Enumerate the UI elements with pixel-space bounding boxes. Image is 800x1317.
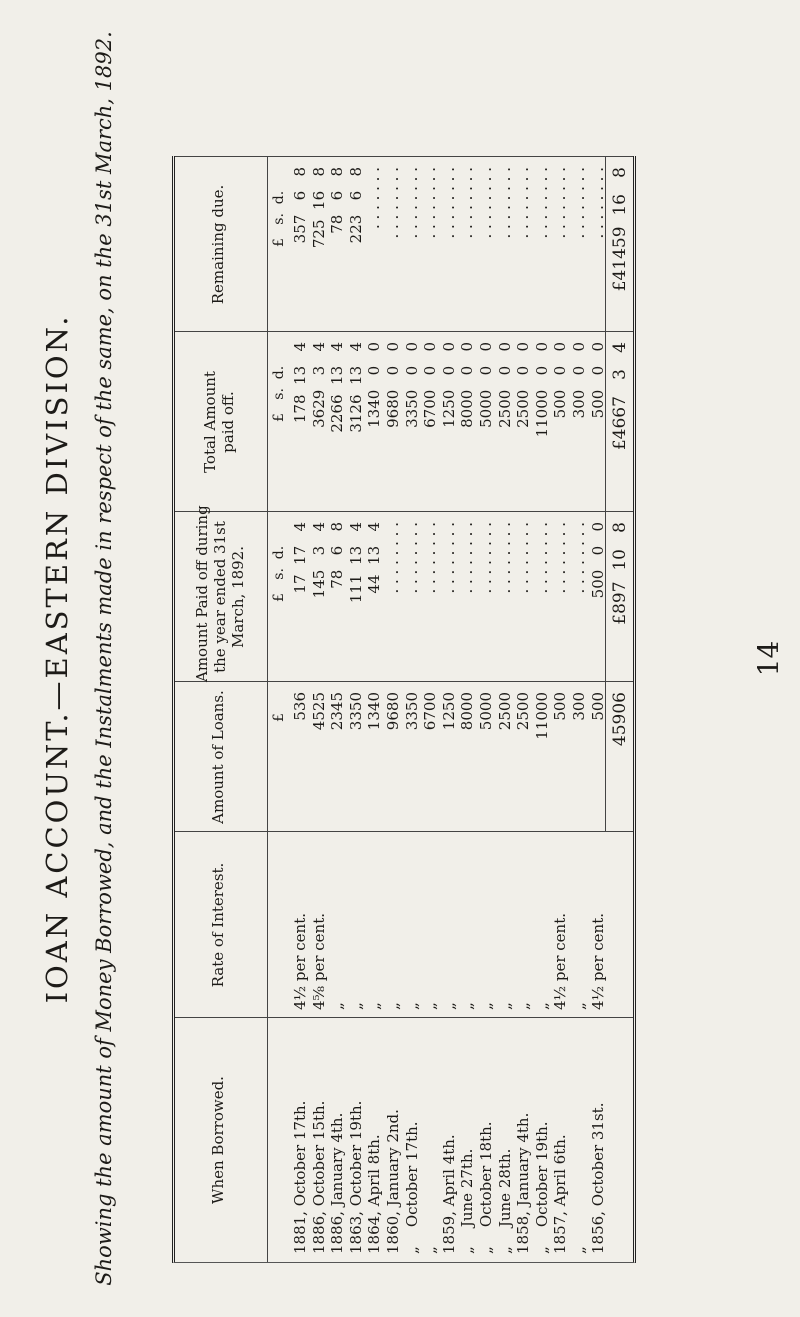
- unit-total-paid-off: £ s. d.: [271, 365, 287, 422]
- row-total-paid-off: 178 13 4: [291, 342, 309, 424]
- row-amount-of-loans: 11000: [532, 692, 551, 740]
- page-subtitle: Showing the amount of Money Borrowed, and the Instalments made in respect of the same, on the 31st March, 1892.: [92, 31, 116, 1286]
- row-total-paid-off: 5000 0 0: [477, 342, 495, 428]
- row-rate-of-interest: „: [328, 1002, 347, 1010]
- row-rate-of-interest: „: [532, 1002, 551, 1010]
- unit-amount-of-loans: £: [271, 713, 287, 722]
- row-amount-of-loans: 536: [291, 692, 309, 721]
- header-rate-of-interest: Rate of Interest.: [209, 862, 227, 988]
- row-amount-of-loans: 4525: [309, 692, 328, 731]
- total-paid-off: £4667 3 4: [610, 342, 630, 451]
- row-total-paid-off: 300 0 0: [570, 342, 588, 419]
- header-amount-of-loans: Amount of Loans.: [209, 690, 227, 824]
- row-amount-of-loans: 6700: [421, 692, 440, 731]
- page-title: IOAN ACCOUNT.—EASTERN DIVISION.: [40, 313, 74, 1004]
- row-amount-of-loans: 3350: [346, 692, 365, 731]
- row-rate-of-interest: „: [402, 1002, 421, 1010]
- row-rate-of-interest: „: [458, 1002, 477, 1010]
- row-rate-of-interest: „: [514, 1002, 533, 1010]
- row-amount-of-loans: 500: [551, 692, 570, 721]
- row-when-borrowed: 1857, April 6th.: [551, 1134, 570, 1254]
- row-paid-during-year: . . . . . . . .: [439, 522, 458, 594]
- row-rate-of-interest: „: [439, 1002, 458, 1010]
- row-when-borrowed: 1863, October 19th.: [346, 1100, 365, 1254]
- row-when-borrowed: „: [570, 1246, 588, 1254]
- row-remaining-due: 223 6 8: [346, 167, 365, 244]
- row-when-borrowed: „: [421, 1246, 440, 1254]
- row-paid-during-year: . . . . . . . .: [532, 522, 551, 594]
- loan-table: [172, 156, 636, 1263]
- row-remaining-due: . . . . . . . .: [477, 167, 495, 239]
- row-remaining-due: . . . . . . . .: [384, 167, 402, 239]
- row-rate-of-interest: „: [421, 1002, 440, 1010]
- row-remaining-due: . . . . . . . .: [421, 167, 440, 239]
- row-when-borrowed: 1864, April 8th.: [365, 1134, 384, 1254]
- row-paid-during-year: . . . . . . . .: [495, 522, 514, 594]
- row-total-paid-off: 2500 0 0: [514, 342, 533, 428]
- row-when-borrowed: „ October 18th.: [477, 1121, 495, 1254]
- row-paid-during-year: 17 17 4: [291, 522, 309, 594]
- row-rate-of-interest: 4½ per cent.: [291, 912, 309, 1010]
- total-amount-of-loans: 45906: [610, 692, 630, 747]
- row-total-paid-off: 9680 0 0: [384, 342, 402, 428]
- header-when-borrowed: When Borrowed.: [209, 1076, 227, 1204]
- row-amount-of-loans: 2500: [495, 692, 514, 731]
- row-amount-of-loans: 1250: [439, 692, 458, 731]
- row-paid-during-year: 111 13 4: [346, 522, 365, 604]
- row-rate-of-interest: „: [365, 1002, 384, 1010]
- row-remaining-due: . . . . . . . .: [439, 167, 458, 239]
- row-when-borrowed: 1860, January 2nd.: [384, 1109, 402, 1254]
- row-amount-of-loans: 1340: [365, 692, 384, 731]
- row-remaining-due: . . . . . . . .: [551, 167, 570, 239]
- row-total-paid-off: 2500 0 0: [495, 342, 514, 428]
- row-paid-during-year: 500 0 0: [588, 522, 607, 599]
- row-remaining-due: . . . . . . .: [365, 167, 384, 229]
- row-rate-of-interest: 4½ per cent.: [551, 912, 570, 1010]
- row-total-paid-off: 1250 0 0: [439, 342, 458, 428]
- row-amount-of-loans: 300: [570, 692, 588, 721]
- row-when-borrowed: 1859, April 4th.: [439, 1134, 458, 1254]
- row-when-borrowed: 1886, October 15th.: [309, 1100, 328, 1254]
- row-rate-of-interest: 4½ per cent.: [588, 912, 607, 1010]
- row-total-paid-off: 8000 0 0: [458, 342, 477, 428]
- row-total-paid-off: 500 0 0: [588, 342, 607, 419]
- row-amount-of-loans: 5000: [477, 692, 495, 731]
- row-rate-of-interest: „: [570, 1002, 588, 1010]
- row-total-paid-off: 3126 13 4: [346, 342, 365, 433]
- row-when-borrowed: 1886, January 4th.: [328, 1112, 347, 1254]
- row-amount-of-loans: 2345: [328, 692, 347, 731]
- row-paid-during-year: . . . . . . . .: [458, 522, 477, 594]
- row-when-borrowed: 1881, October 17th.: [291, 1100, 309, 1254]
- row-remaining-due: 78 6 8: [328, 167, 347, 234]
- row-remaining-due: 357 6 8: [291, 167, 309, 244]
- total-paid-during-year: £897 10 8: [610, 522, 630, 625]
- row-remaining-due: . . . . . . . .: [458, 167, 477, 239]
- header-remaining-due: Remaining due.: [209, 184, 227, 305]
- row-paid-during-year: . . . . . . . .: [421, 522, 440, 594]
- row-remaining-due: . . . . . . . .: [402, 167, 421, 239]
- row-when-borrowed: „ October 19th.: [532, 1121, 551, 1254]
- row-total-paid-off: 3350 0 0: [402, 342, 421, 428]
- row-when-borrowed: „ June 27th.: [458, 1148, 477, 1254]
- page-number: 14: [752, 640, 785, 677]
- row-paid-during-year: 78 6 8: [328, 522, 347, 589]
- row-remaining-due: 725 16 8: [309, 167, 328, 249]
- row-when-borrowed: „ October 17th.: [402, 1121, 421, 1254]
- row-total-paid-off: 2266 13 4: [328, 342, 347, 433]
- row-remaining-due: . . . . . . . .: [495, 167, 514, 239]
- row-amount-of-loans: 2500: [514, 692, 533, 731]
- row-remaining-due: . . . . . . . .: [588, 167, 607, 239]
- row-paid-during-year: . . . . . . . .: [570, 522, 588, 594]
- total-remaining-due: £41459 16 8: [610, 167, 630, 292]
- row-rate-of-interest: „: [384, 1002, 402, 1010]
- row-paid-during-year: . . . . . . . .: [402, 522, 421, 594]
- header-total-paid-off: Total Amount paid off.: [201, 371, 237, 473]
- row-paid-during-year: 145 3 4: [309, 522, 328, 599]
- row-when-borrowed: 1858, January 4th.: [514, 1112, 533, 1254]
- unit-remaining-due: £ s. d.: [271, 190, 287, 247]
- row-total-paid-off: 6700 0 0: [421, 342, 440, 428]
- row-total-paid-off: 500 0 0: [551, 342, 570, 419]
- header-paid-during-year: Amount Paid off during the year ended 31st March, 1892.: [193, 505, 247, 682]
- row-paid-during-year: . . . . . . . .: [477, 522, 495, 594]
- row-when-borrowed: 1856, October 31st.: [588, 1102, 607, 1254]
- row-remaining-due: . . . . . . . .: [570, 167, 588, 239]
- row-rate-of-interest: „: [346, 1002, 365, 1010]
- row-remaining-due: . . . . . . . .: [532, 167, 551, 239]
- row-remaining-due: . . . . . . . .: [514, 167, 533, 239]
- row-paid-during-year: . . . . . . . .: [551, 522, 570, 594]
- row-rate-of-interest: „: [477, 1002, 495, 1010]
- row-rate-of-interest: 4⅝ per cent.: [309, 912, 328, 1010]
- row-amount-of-loans: 500: [588, 692, 607, 721]
- row-amount-of-loans: 3350: [402, 692, 421, 731]
- unit-paid-during-year: £ s. d.: [271, 545, 287, 602]
- row-when-borrowed: „ June 28th.: [495, 1148, 514, 1254]
- row-paid-during-year: . . . . . . . .: [384, 522, 402, 594]
- row-total-paid-off: 11000 0 0: [532, 342, 551, 438]
- row-paid-during-year: . . . . . . . .: [514, 522, 533, 594]
- row-total-paid-off: 1340 0 0: [365, 342, 384, 428]
- row-rate-of-interest: „: [495, 1002, 514, 1010]
- row-amount-of-loans: 9680: [384, 692, 402, 731]
- row-amount-of-loans: 8000: [458, 692, 477, 731]
- row-paid-during-year: 44 13 4: [365, 522, 384, 594]
- row-total-paid-off: 3629 3 4: [309, 342, 328, 428]
